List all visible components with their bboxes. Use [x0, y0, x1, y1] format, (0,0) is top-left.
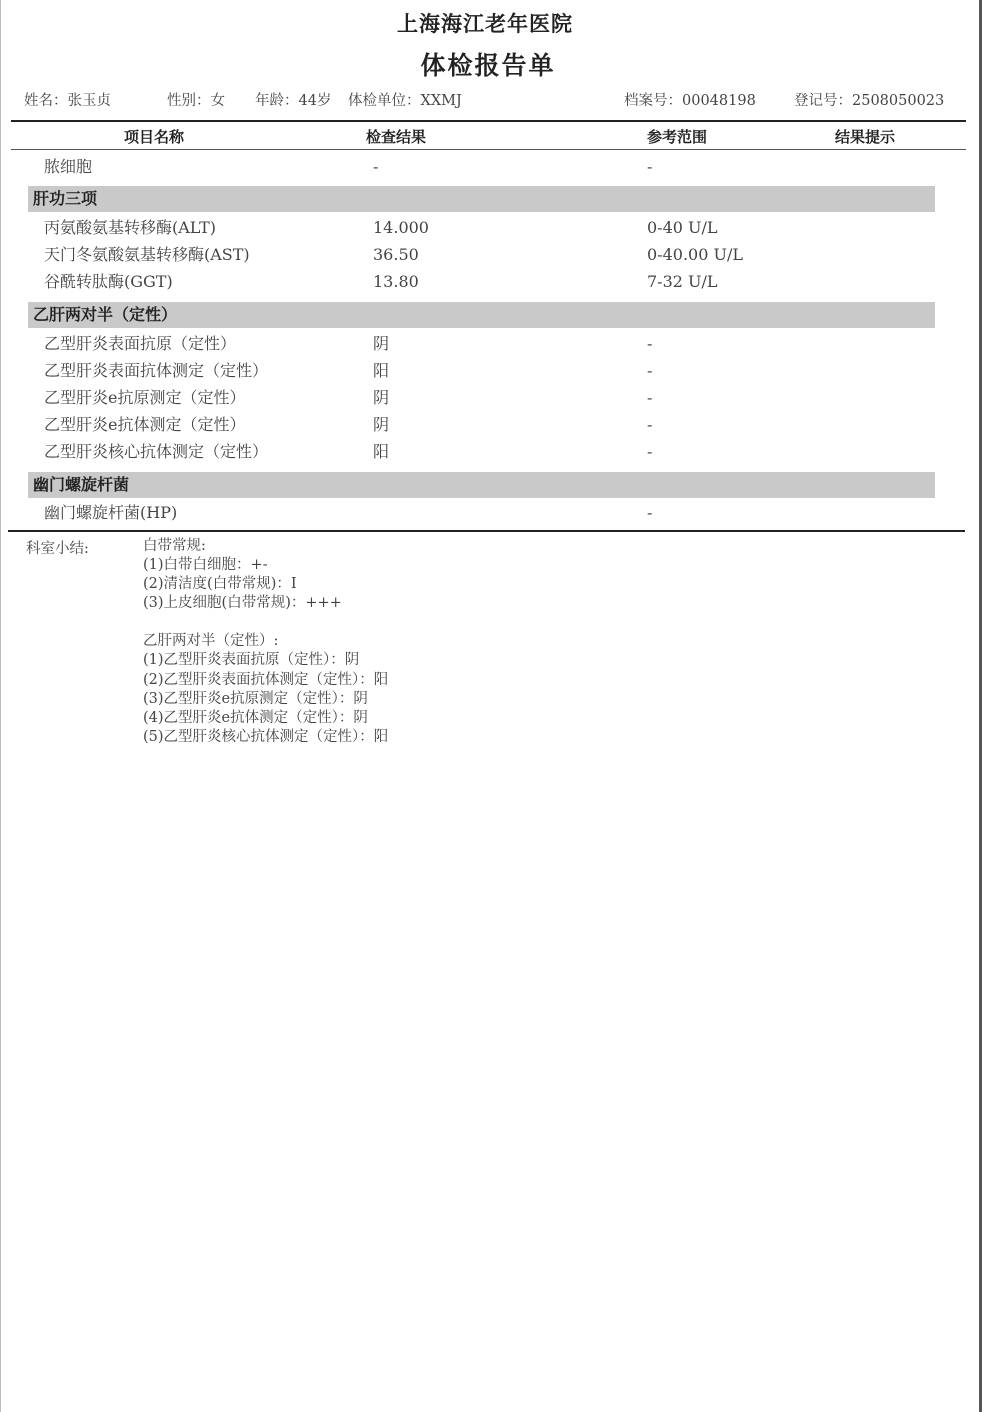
item-reference: -	[647, 415, 653, 434]
page-edge-left	[0, 0, 1, 1412]
item-name: 乙型肝炎表面抗体测定（定性）	[44, 361, 269, 380]
item-reference: -	[647, 157, 653, 176]
summary-line: (2)乙型肝炎表面抗体测定（定性）：阳	[143, 672, 389, 688]
column-header-result: 检查结果	[366, 128, 427, 146]
table-row-alt	[0, 214, 970, 241]
item-result: 阴	[373, 388, 390, 407]
item-result: 阳	[373, 442, 390, 461]
table-row-ggt	[0, 268, 970, 295]
hospital-name: 上海海江老年医院	[397, 11, 573, 36]
column-header-name: 项目名称	[124, 128, 185, 146]
summary-line: (5)乙型肝炎核心抗体测定（定性）：阳	[143, 729, 389, 745]
item-name: 天门冬氨酸氨基转移酶(AST)	[44, 245, 250, 264]
item-name: 乙型肝炎表面抗原（定性）	[44, 334, 237, 353]
column-header-reference: 参考范围	[647, 128, 708, 146]
summary-line: (1)乙型肝炎表面抗原（定性）：阴	[143, 652, 360, 668]
item-reference: -	[647, 442, 653, 461]
table-row-hbsag	[0, 330, 970, 357]
item-reference: -	[647, 503, 653, 522]
item-reference: 7-32 U/L	[647, 272, 718, 291]
table-bottom-rule	[8, 530, 965, 532]
item-result: 13.80	[373, 272, 419, 291]
item-name: 脓细胞	[44, 157, 93, 176]
table-row-hbsab	[0, 357, 970, 384]
table-row-hbcab	[0, 438, 970, 465]
patient-age: 年龄：44岁	[255, 93, 332, 109]
section-liver-function	[28, 186, 935, 212]
item-result: 36.50	[373, 245, 419, 264]
summary-line: 白带常规:	[143, 538, 206, 554]
registration-number: 登记号：2508050023	[794, 93, 945, 109]
summary-line: (3)乙型肝炎e抗原测定（定性）：阴	[143, 691, 368, 707]
section-title: 乙肝两对半（定性）	[33, 305, 178, 324]
table-row-hbeab	[0, 411, 970, 438]
summary-line: (4)乙型肝炎e抗体测定（定性）：阴	[143, 710, 368, 726]
table-row-ast	[0, 241, 970, 268]
item-name: 幽门螺旋杆菌(HP)	[44, 503, 178, 522]
summary-line: (1)白带白细胞：+-	[143, 557, 268, 573]
section-helicobacter	[28, 472, 935, 498]
table-row-hbeag	[0, 384, 970, 411]
item-result: 14.000	[373, 218, 429, 237]
section-hepatitis-b	[28, 302, 935, 328]
item-result: 阳	[373, 361, 390, 380]
summary-line: (3)上皮细胞(白带常规)：+++	[143, 595, 342, 611]
item-reference: 0-40 U/L	[647, 218, 718, 237]
item-name: 谷酰转肽酶(GGT)	[44, 272, 173, 291]
item-reference: -	[647, 388, 653, 407]
file-number: 档案号：00048198	[624, 93, 756, 109]
summary-line: 乙肝两对半（定性）:	[143, 633, 279, 649]
column-header-hint: 结果提示	[835, 128, 896, 146]
exam-unit: 体检单位：XXMJ	[348, 93, 462, 109]
summary-label: 科室小结:	[26, 541, 89, 557]
table-top-rule	[11, 120, 966, 122]
section-title: 肝功三项	[33, 189, 98, 208]
item-reference: -	[647, 334, 653, 353]
patient-name: 姓名：张玉贞	[24, 93, 111, 109]
table-row-hp	[0, 499, 970, 526]
item-name: 乙型肝炎核心抗体测定（定性）	[44, 442, 269, 461]
item-reference: 0-40.00 U/L	[647, 245, 743, 264]
report-title: 体检报告单	[420, 51, 556, 80]
item-result: -	[373, 157, 379, 176]
item-name: 乙型肝炎e抗体测定（定性）	[44, 415, 246, 434]
page-edge-right	[979, 0, 982, 1412]
item-result: 阴	[373, 334, 390, 353]
item-reference: -	[647, 361, 653, 380]
patient-gender: 性别：女	[167, 93, 225, 109]
summary-line: (2)清洁度(白带常规)：I	[143, 576, 297, 592]
table-header-rule	[11, 149, 966, 150]
item-name: 丙氨酸氨基转移酶(ALT)	[44, 218, 217, 237]
item-name: 乙型肝炎e抗原测定（定性）	[44, 388, 246, 407]
section-title: 幽门螺旋杆菌	[33, 475, 130, 494]
table-row-pus-cells	[0, 153, 970, 180]
item-result: 阴	[373, 415, 390, 434]
